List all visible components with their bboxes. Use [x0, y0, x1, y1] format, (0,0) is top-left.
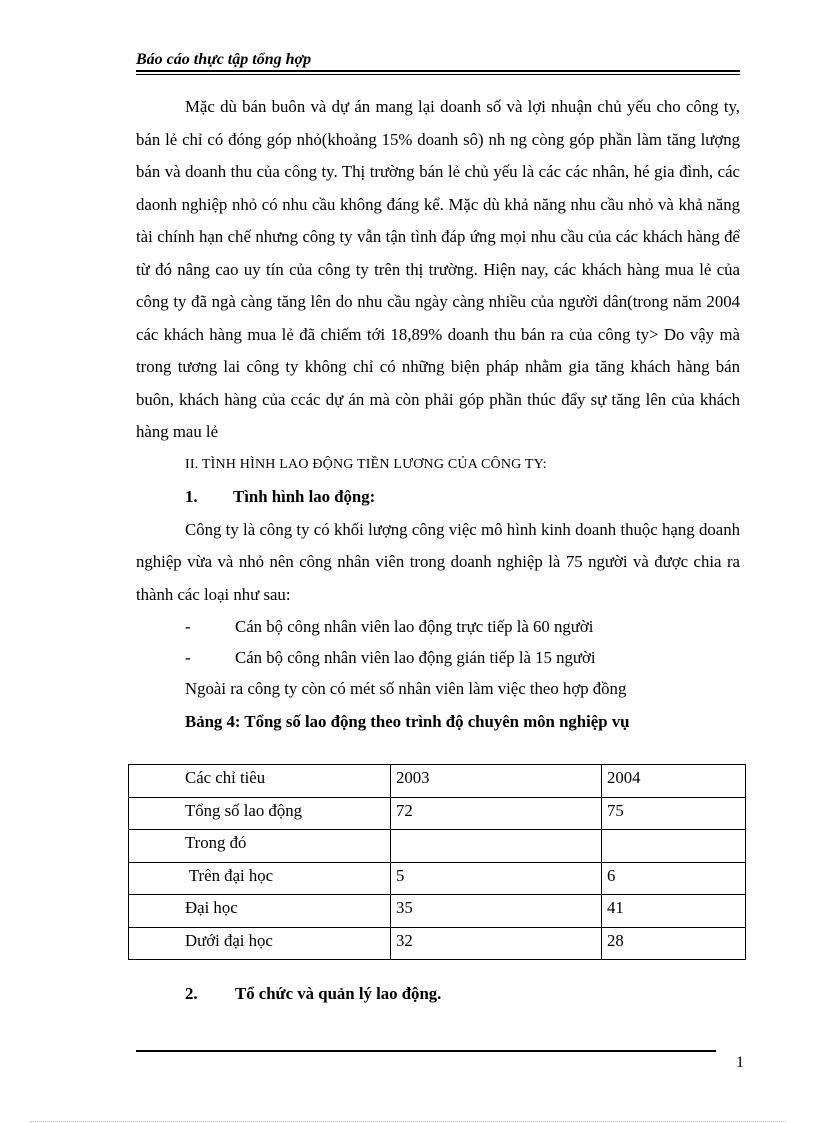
table-cell: Tổng số lao động: [129, 797, 391, 830]
subheading-number: 1.: [185, 487, 198, 506]
footer-rule: [136, 1050, 716, 1052]
table-cell: 75: [602, 797, 746, 830]
table-row: [129, 927, 746, 960]
table-cell: 72: [391, 797, 602, 830]
table-cell: 35: [391, 895, 602, 928]
document-body: [136, 91, 740, 738]
list-item: [136, 642, 740, 673]
paragraph-company-size: Công ty là công ty có khối lượng công việc mô hình kinh doanh thuộc hạng doanh nghiệp vừa và nhỏ nên công nhân viên trong doanh nghiệp là 75 người và được chia ra thành các loại như sau:: [136, 519, 740, 604]
table-row: [129, 895, 746, 928]
table-cell: [391, 830, 602, 863]
page-header: [136, 50, 740, 75]
table-cell: Trong đó: [129, 830, 391, 863]
bullet-dash: -: [185, 617, 191, 636]
labor-table: [128, 764, 746, 960]
bullet-text: Cán bộ công nhân viên lao động trực tiếp là 60 người: [235, 617, 594, 636]
list-item: [136, 611, 740, 642]
subheading-title: Tình hình lao động:: [233, 487, 376, 506]
table-row: [129, 797, 746, 830]
table-cell: [602, 830, 746, 863]
table-cell: 2003: [391, 765, 602, 798]
bullet-dash: -: [185, 648, 191, 667]
page-number: 1: [736, 1054, 744, 1071]
bullet-text: Cán bộ công nhân viên lao động gián tiếp là 15 người: [235, 648, 596, 667]
paragraph-contract-staff: Ngoài ra công ty còn có mét số nhân viên làm việc theo hợp đồng: [185, 679, 627, 698]
table-cell: 5: [391, 862, 602, 895]
table-row: [129, 765, 746, 798]
table-cell: 41: [602, 895, 746, 928]
section-heading: II. TÌNH HÌNH LAO ĐỘNG TIỀN LƯƠNG CỦA CÔNG TY:: [185, 456, 547, 472]
page-bottom-dotted-line: [30, 1121, 786, 1122]
subheading-number: 2.: [185, 984, 198, 1003]
subheading-labor-management: [185, 982, 441, 1006]
subheading-labor-situation: [136, 481, 740, 514]
table-caption: Bảng 4: Tổng số lao động theo trình độ chuyên môn nghiệp vụ: [185, 711, 630, 731]
table-row: [129, 830, 746, 863]
table-cell: Trên đại học: [129, 862, 391, 895]
table-cell: 2004: [602, 765, 746, 798]
table-cell: Đại học: [129, 895, 391, 928]
header-rule: [136, 70, 740, 72]
header-title: Báo cáo thực tập tổng hợp: [136, 51, 312, 68]
header-rule-thin: [136, 74, 740, 75]
subheading-title: Tổ chức và quản lý lao động.: [235, 984, 442, 1003]
table-cell: 32: [391, 927, 602, 960]
table-row: [129, 862, 746, 895]
table-cell: 28: [602, 927, 746, 960]
paragraph-retail: Mặc dù bán buôn và dự án mang lại doanh số và lợi nhuận chủ yếu cho công ty, bán lẻ chỉ có đóng góp nhỏ(khoảng 15% doanh sô) nh ng còng góp phần làm tăng lượng bán và doanh thu của công ty. Thị trường bán lẻ chủ yếu là các các nhân, hé gia đình, các daonh nghiệp nhỏ có nhu cầu không đáng kể. Mặc dù khả năng nhu cầu nhỏ và khả năng tài chính hạn chế nhưng công ty vẫn tận tình đáp ứng mọi nhu cầu của các khách hàng để từ đó nâng cao uy tín của công ty trên thị trường. Hiện nay, các khách hàng mua lẻ của công ty đã ngà càng tăng lên do nhu cầu ngày càng nhiều của người dân(trong năm 2004 các khách hàng mua lẻ đã chiếm tới 18,89% doanh thu bán ra của công ty> Do vậy mà trong tương lai công ty không chỉ có những biện pháp nhằm gia tăng khách hàng bán buôn, khách hàng của ccác dự án mà còn phải góp phần thúc đẩy sự tăng lên của khách hàng mau lẻ: [136, 97, 740, 441]
table-cell: Các chỉ tiêu: [129, 765, 391, 798]
table-cell: Dưới đại học: [129, 927, 391, 960]
table-cell: 6: [602, 862, 746, 895]
